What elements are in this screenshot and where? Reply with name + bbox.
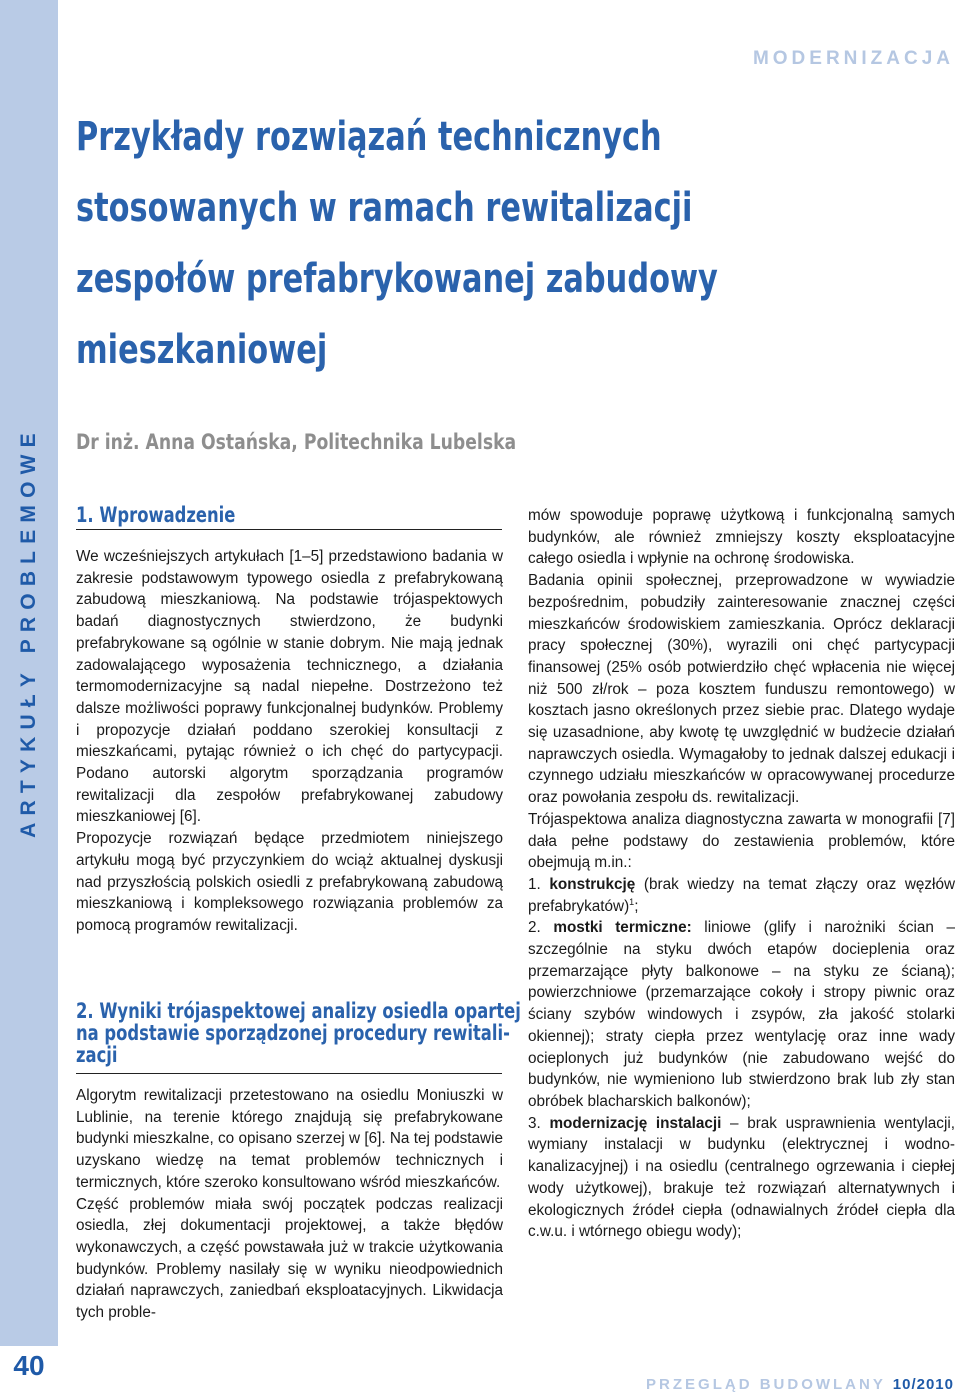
paragraph: Propozycje rozwiązań będące przedmiotem niniejszego artykułu mogą być przyczynkiem do wciąż aktualnej dyskusji nad przyszłością polskich osiedli z prefabrykowaną zabudową mieszkaniową i kompleksowego rozwiązania problemów za pomocą programów rewitalizacji. bbox=[76, 830, 503, 934]
list-item: 1. konstrukcję (brak wiedzy na temat złączy oraz węzłów prefabrykatów)$^1$; bbox=[528, 875, 956, 915]
section-heading-introduction: 1. Wprowadzenie bbox=[76, 503, 236, 527]
author-line: Dr inż. Anna Ostańska, Politechnika Lubelska bbox=[76, 430, 517, 454]
title-line: zespołów prefabrykowanej zabudowy bbox=[76, 256, 718, 302]
paragraph: Badania opinii społecznej, przeprowadzone w wywiadzie bezpośrednim, pobudziły zainteresowanie znacznej części mieszkańców środowiskiem zamieszkania. Oprócz deklaracji pracy społecznej (30%), wyrazili oni chęć partycypacji finansowej (25% osób potwierdziło chęć wpłacenia nie więcej niż 500 zł/rok – poza kosztem funduszu remontowego) w kosztach jasno określonych przez siebie prac. Dlatego wydaje się uzasadnione, aby kwotę tę uwzględnić w budżecie działań naprawczych osiedla. Wymagałoby to jednak dalszej edukacji i czynnego udziału mieszkańców w opracowywanej procedurze oraz powołania zespołu ds. rewitalizacji. bbox=[528, 572, 955, 807]
journal-name: PRZEGLĄD BUDOWLANY bbox=[646, 1376, 886, 1393]
heading-rule bbox=[76, 1073, 502, 1074]
page-number: 40 bbox=[13, 1350, 45, 1381]
section-label: MODERNIZACJA bbox=[752, 48, 954, 69]
column-right bbox=[528, 505, 955, 1243]
paragraph: Algorytm rewitalizacji przetestowano na osiedlu Moniuszki w Lublinie, na terenie którego znajdują się prefabrykowane budynki mieszkalne, co opisano szerzej w [6]. Na tej podstawie uzyskano wiedzę na temat problemów technicznych i termicznych, które szeroko konsultowano wśród mieszkańców. bbox=[76, 1087, 503, 1191]
sidebar-category-label: ARTYKUŁY PROBLEMOWE bbox=[17, 426, 40, 838]
list-keyword: konstrukcję bbox=[549, 875, 636, 893]
title-line: Przykłady rozwiązań technicznych bbox=[76, 114, 662, 160]
title-line: mieszkaniowej bbox=[76, 327, 328, 373]
paragraph: Część problemów miała swój początek podczas realizacji osiedla, złej dokumentacji projektowej, a także błędów wykonawczych, a część powstawała już w trakcie użytkowania budynków. Problemy nasilały się w wyniku nieodpowiednich działań naprawczych, zaniedbań eksploatacyjnych. Likwidacja tych proble- bbox=[76, 1195, 503, 1322]
title-line: stosowanych w ramach rewitalizacji bbox=[76, 185, 693, 231]
heading-rule bbox=[76, 529, 502, 530]
journal-issue: 10/2010 bbox=[892, 1376, 954, 1393]
heading-line: na podstawie sporządzonej procedury rewitali- bbox=[76, 1021, 510, 1045]
list-item: 3. modernizację instalacji – brak usprawnienia wentylacji, wymiany instalacji w budynku (elektrycznej i wodno-kanalizacyjnej) i na osiedlu (centralnego ogrzewania i ciepłej wody użytkowej), brakuje też rozwiązań alternatywnych i ekologicznych źródeł ciepła (odnawialnych źródeł ciepła dla c.w.u. i wtórnego obiegu wody); bbox=[528, 1114, 955, 1241]
article-title bbox=[76, 102, 942, 386]
list-keyword: mostki termiczne: bbox=[553, 919, 692, 937]
journal-footer bbox=[646, 1376, 954, 1393]
section-heading-results bbox=[76, 1000, 521, 1066]
heading-line: zacji bbox=[76, 1043, 118, 1067]
column-left-bottom bbox=[76, 1085, 503, 1324]
list-keyword: modernizację instalacji bbox=[549, 1114, 722, 1132]
footnote-marker: 1 bbox=[629, 896, 635, 907]
paragraph: We wcześniejszych artykułach [1–5] przedstawiono badania w zakresie podstawowym typowego osiedla z prefabrykowaną zabudową mieszkaniową. Na podstawie trójaspektowych badań diagnostycznych stwierdzono, że budynki prefabrykowane są ogólnie w stanie dobrym. Nie mają jednak zadowalającego wyposażenia technicznego, a działania termomodernizacyjne są nadal niepełne. Dostrzeżono też dalsze możliwości poprawy funkcjonalnej budynków. Problemy i propozycje działań poddano szerokiej konsultacji z mieszkańcami, pytając również o ich chęć do partycypacji. Podano autorski algorytm sporządzania programów rewitalizacji dla zespołów prefabrykowanej zabudowy mieszkaniowej [6]. bbox=[76, 548, 503, 826]
paragraph: Trójaspektowa analiza diagnostyczna zawarta w monografii [7] dała pełne podstawy do zestawienia problemów, które obejmują m.in.: bbox=[528, 810, 955, 872]
list-item: 2. mostki termiczne: liniowe (glify i narożniki ścian – szczególnie na styku dwóch etapów docieplenia oraz przemarzające płyty balkonowe – na styku ze ścianą); powierzchniowe (przemarzające cokoły i stropy piwnic oraz ściany szybów windowych i zsypów, zła jakość stolarki okiennej); straty ciepła przez wentylację oraz inne wady ocieplonych już budynków (nie zabudowano wejść do budynków, nie wymieniono lub stwierdzono brak lub zły stan obróbek blacharskich balkonów); bbox=[528, 919, 956, 1110]
column-left-top bbox=[76, 546, 503, 937]
paragraph: mów spowoduje poprawę użytkową i funkcjonalną samych budynków, ale również zmniejszy koszty eksploatacyjne całego osiedla i wpłynie na ochronę środowiska. bbox=[528, 507, 955, 568]
heading-line: 2. Wyniki trójaspektowej analizy osiedla opartej bbox=[76, 999, 521, 1023]
sidebar-band bbox=[0, 0, 58, 1346]
